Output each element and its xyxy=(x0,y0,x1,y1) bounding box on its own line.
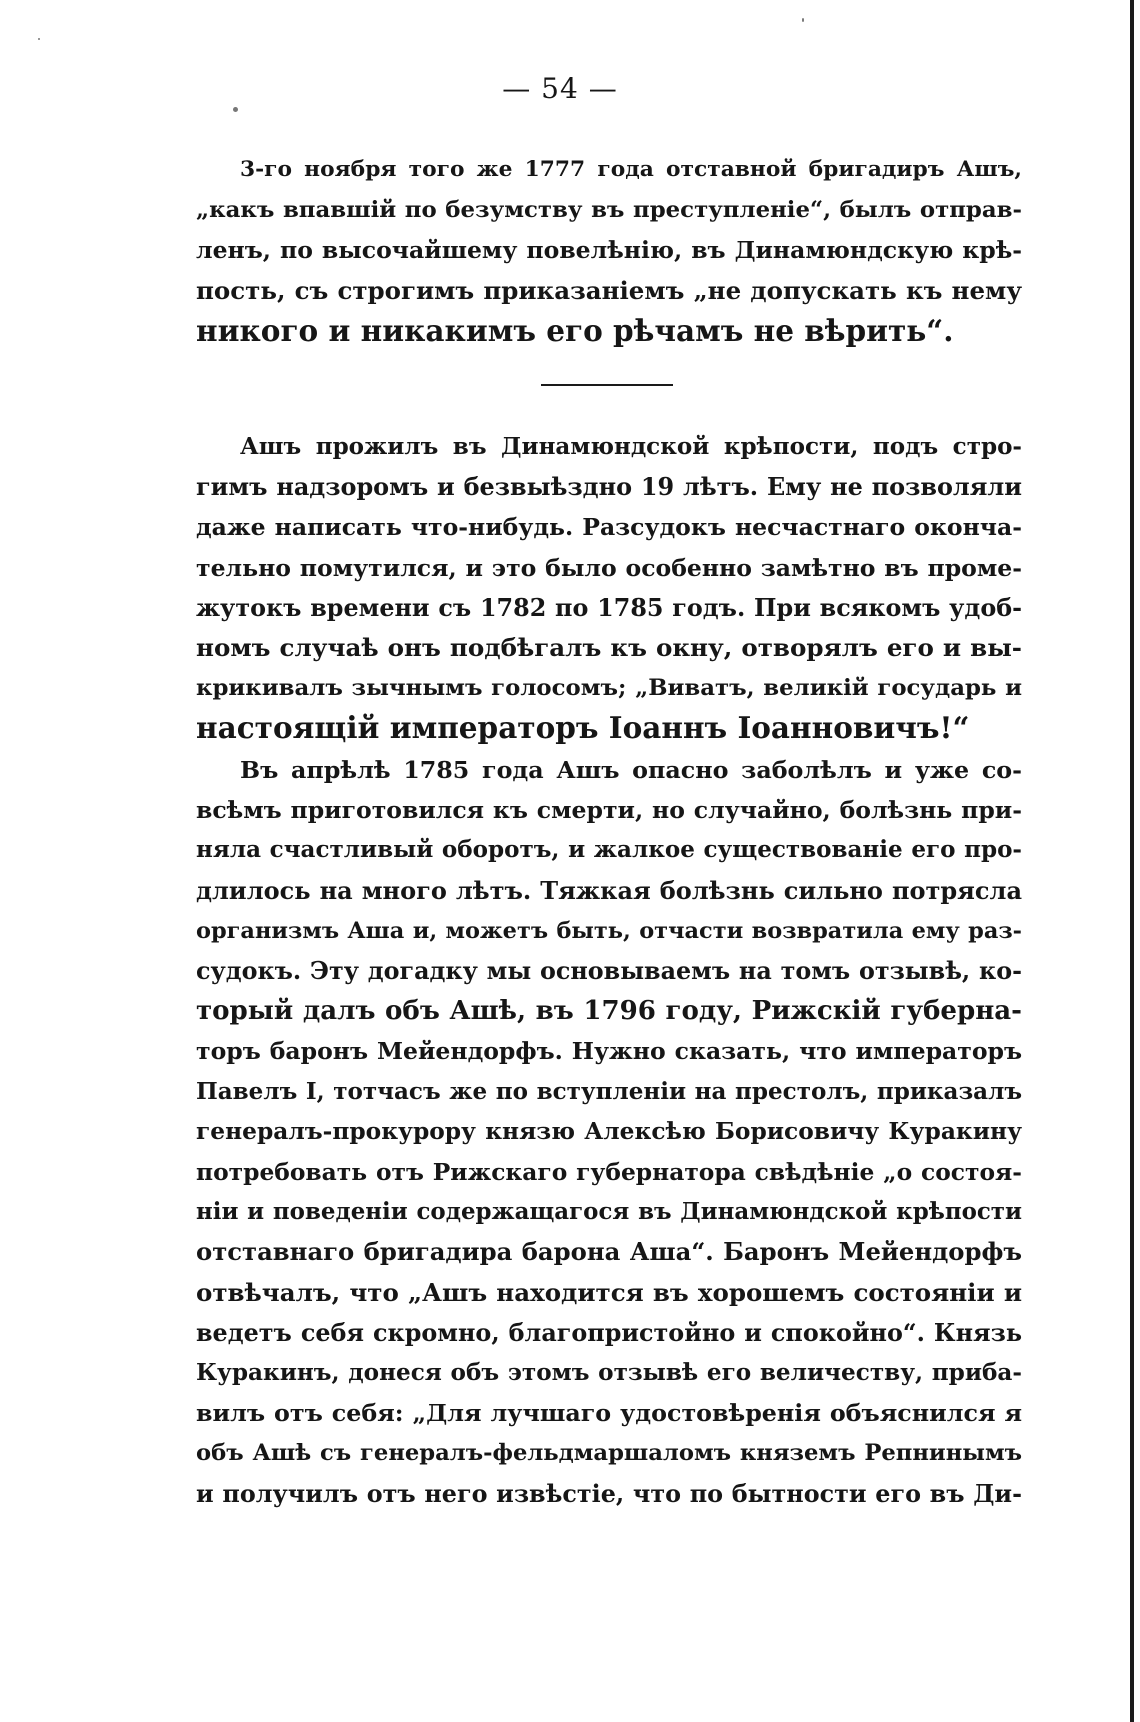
text-line: гимъ надзоромъ и безвыѣздно 19 лѣтъ. Ему не позволяли xyxy=(196,473,1022,502)
print-speck xyxy=(38,38,40,40)
text-line: отставнаго бригадира барона Аша“. Баронъ Мейендорфъ xyxy=(196,1237,1022,1267)
page-number: — 54 — xyxy=(502,72,618,105)
paragraph-2 xyxy=(196,427,1022,749)
text-line: ведетъ себя скромно, благопристойно и спокойно“. Князь xyxy=(196,1318,1022,1347)
text-line: вилъ отъ себя: „Для лучшаго удостовѣренія объяснился я xyxy=(196,1399,1022,1428)
text-line: и получилъ отъ него извѣстіе, что по бытности его въ Ди- xyxy=(196,1479,1022,1508)
text-line: длилось на много лѣтъ. Тяжкая болѣзнь сильно потрясла xyxy=(196,875,1022,905)
paragraph-1 xyxy=(196,150,1022,351)
text-line: торый далъ объ Ашѣ, въ 1796 году, Рижскій губерна- xyxy=(196,996,1022,1027)
print-speck xyxy=(802,18,804,22)
text-line: пость, съ строгимъ приказаніемъ „не допускать къ нему xyxy=(196,275,1022,305)
text-line: никого и никакимъ его рѣчамъ не вѣрить“. xyxy=(196,312,954,348)
text-line: судокъ. Эту догадку мы основываемъ на томъ отзывѣ, ко- xyxy=(196,957,1022,986)
text-line: даже написать что-нибудь. Разсудокъ несчастнаго оконча- xyxy=(196,513,1022,542)
text-line: Въ апрѣлѣ 1785 года Ашъ опасно заболѣлъ и уже со- xyxy=(240,756,1022,784)
text-line: 3-го ноября того же 1777 года отставной бригадиръ Ашъ, xyxy=(240,157,1022,182)
page-edge-rule xyxy=(1130,0,1134,1722)
text-line: Павелъ I, тотчасъ же по вступленіи на престолъ, приказалъ xyxy=(196,1077,1022,1105)
text-line: жутокъ времени съ 1782 по 1785 годъ. При всякомъ удоб- xyxy=(196,593,1022,622)
text-line: отвѣчалъ, что „Ашъ находится въ хорошемъ состояніи и xyxy=(196,1277,1022,1307)
paragraph-3 xyxy=(196,750,1022,1514)
text-line: няла счастливый оборотъ, и жалкое существованіе его про- xyxy=(196,836,1022,864)
text-line: ленъ, по высочайшему повелѣнію, въ Динамюндскую крѣ- xyxy=(196,236,1022,265)
text-line: объ Ашѣ съ генералъ-фельдмаршаломъ княземъ Репнинымъ xyxy=(196,1440,1022,1467)
text-line: Ашъ прожилъ въ Динамюндской крѣпости, подъ стро- xyxy=(240,433,1022,460)
section-divider xyxy=(541,384,673,386)
text-line: генералъ-прокурору князю Алексѣю Борисовичу Куракину xyxy=(196,1117,1022,1145)
text-line: настоящій императоръ Іоаннъ Іоанновичъ!“ xyxy=(196,710,970,746)
text-line: номъ случаѣ онъ подбѣгалъ къ окну, отворялъ его и вы- xyxy=(196,633,1022,663)
text-line: всѣмъ приготовился къ смерти, но случайно, болѣзнь при- xyxy=(196,796,1022,825)
text-line: Куракинъ, донеся объ этомъ отзывѣ его величеству, приба- xyxy=(196,1359,1022,1387)
text-line: „какъ впавшій по безумству въ преступленіе“, былъ отправ- xyxy=(196,197,1022,224)
text-line: тельно помутился, и это было особенно замѣтно въ проме- xyxy=(196,553,1022,582)
print-speck xyxy=(233,107,238,112)
text-line: крикивалъ зычнымъ голосомъ; „Виватъ, великій государь и xyxy=(196,675,1022,702)
text-line: организмъ Аша и, можетъ быть, отчасти возвратила ему раз- xyxy=(196,917,1022,944)
text-line: ніи и поведеніи содержащагося въ Динамюндской крѣпости xyxy=(196,1198,1022,1226)
text-line: торъ баронъ Мейендорфъ. Нужно сказать, что императоръ xyxy=(196,1037,1022,1066)
text-line: потребовать отъ Рижскаго губернатора свѣдѣніе „о состоя- xyxy=(196,1158,1022,1187)
